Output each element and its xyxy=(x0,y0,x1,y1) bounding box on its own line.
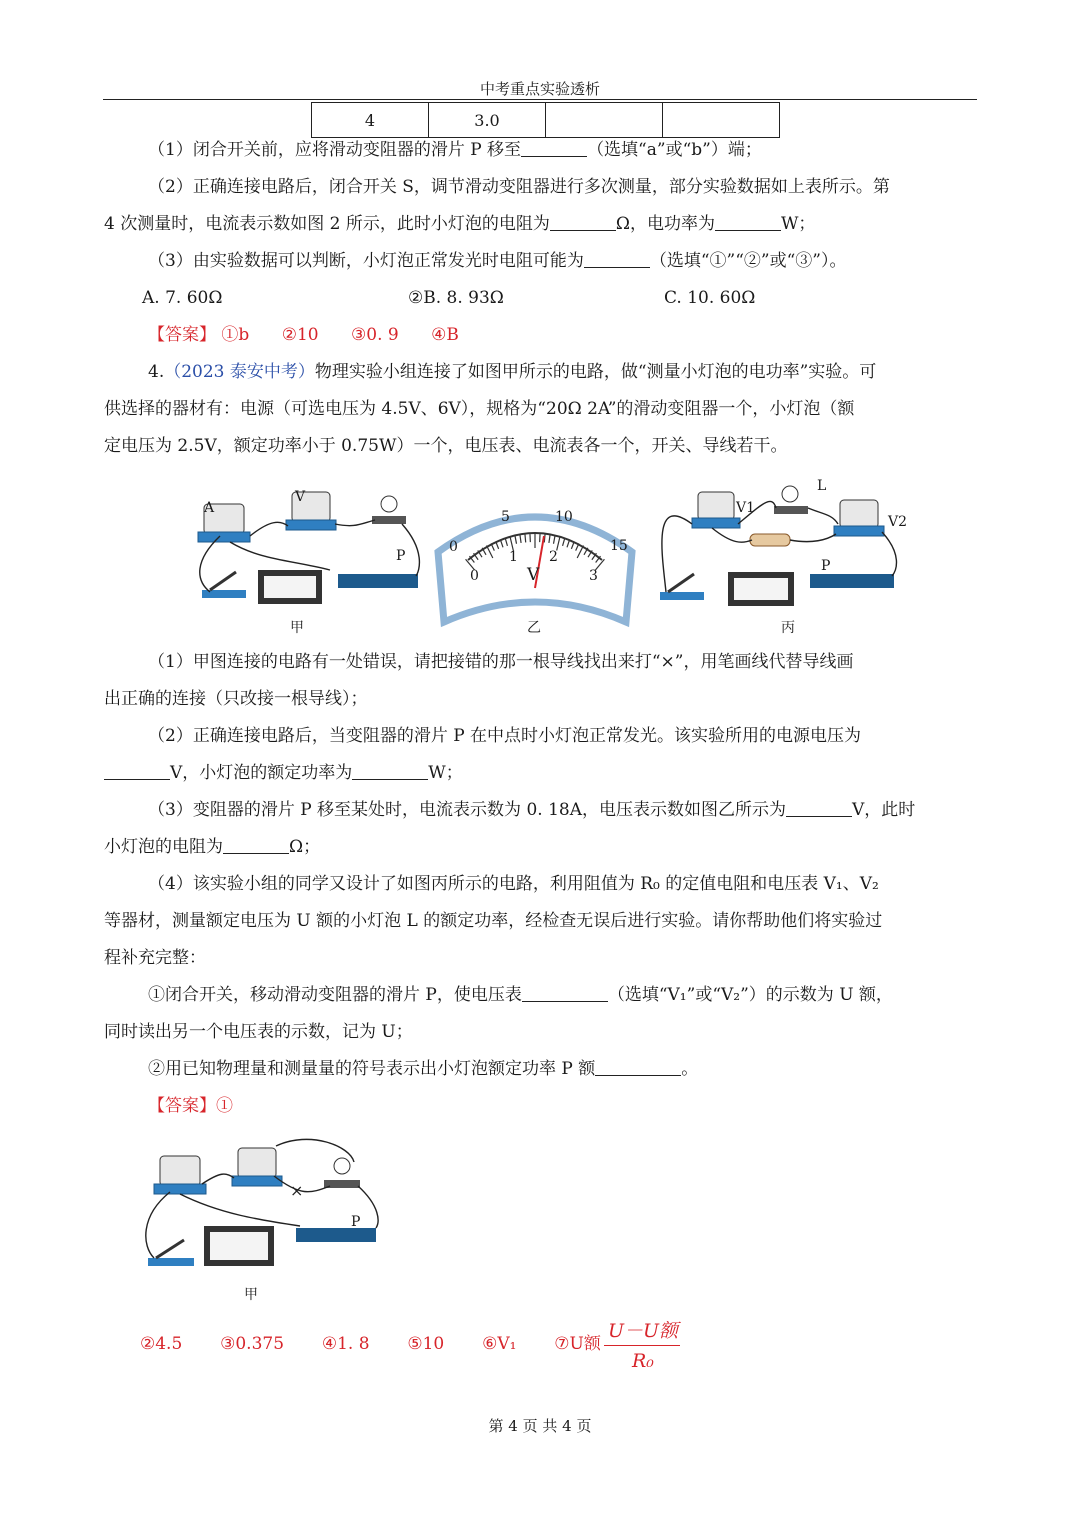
q4-sub4-line2: 等器材，测量额定电压为 U 额的小灯泡 L 的额定功率，经检查无误后进行实验。请你帮助他们将实验过 xyxy=(104,911,883,931)
fig-bing-label-p: P xyxy=(821,558,831,574)
option-a: A. 7. 60Ω xyxy=(142,288,223,308)
q3-part1-text-end: （选填“a”或“b”）端； xyxy=(587,140,762,160)
dial-top-label: 0 xyxy=(449,539,458,555)
q4-sub3-line2 xyxy=(104,837,320,857)
table-cell: 3.0 xyxy=(429,103,546,138)
q3-part3-text-end: （选填“①”“②”或“③”）。 xyxy=(649,251,847,271)
answer-blank xyxy=(352,764,428,780)
page-footer: 第 4 页 共 4 页 xyxy=(488,1417,592,1435)
q4-sub4-step1-text-end: （选填“V₁”或“V₂”）的示数为 U 额， xyxy=(607,985,893,1005)
dial-bottom-label: 0 xyxy=(470,568,479,584)
q4-sub1-line1: （1）甲图连接的电路有一处错误，请把接错的那一根导线找出来打“×”，用笔画线代替导线画 xyxy=(148,652,854,672)
q4-sub3-text-end: Ω； xyxy=(289,837,321,857)
answer-item: ① xyxy=(216,1096,233,1116)
q4-sub3-text-cont: 小灯泡的电阻为 xyxy=(104,837,223,857)
dial-unit-label: V xyxy=(527,565,540,585)
q4-sub2-text-end: W； xyxy=(428,763,463,783)
q4-sub2-text: V，小灯泡的额定功率为 xyxy=(170,763,353,783)
figure-yi-voltmeter-dial xyxy=(430,492,640,628)
fig-bing-label-v2: V2 xyxy=(888,514,908,530)
q4-sub4-step1-cont: 同时读出另一个电压表的示数，记为 U； xyxy=(104,1022,413,1042)
answer-blank xyxy=(104,764,170,780)
answer-blank xyxy=(521,141,587,157)
q4-intro-line3: 定电压为 2.5V，额定功率小于 0.75W）一个，电压表、电流表各一个，开关、导线若干。 xyxy=(104,436,788,456)
q4-sub2-line1: （2）正确连接电路后，当变阻器的滑片 P 在中点时小灯泡正常发光。该实验所用的电源电压为 xyxy=(148,726,862,746)
answer-item: ⑦U额 xyxy=(554,1334,601,1354)
q3-part2-text-mid: Ω，电功率为 xyxy=(615,214,715,234)
q3-part2-text: 4 次测量时，电流表示数如图 2 所示，此时小灯泡的电阻为 xyxy=(104,214,550,234)
q4-sub4-step2 xyxy=(148,1059,698,1079)
q4-sub3-line1 xyxy=(148,800,915,820)
answer-label: 【答案】 xyxy=(148,1096,216,1116)
answer-item: ①b xyxy=(221,325,250,345)
q4-sub3-text: （3）变阻器的滑片 P 移至某处时，电流表示数为 0. 18A，电压表示数如图乙所示为 xyxy=(148,800,786,820)
answer-item: ③0. 9 xyxy=(351,325,399,345)
answer-figure-corrected-circuit xyxy=(140,1136,386,1286)
dial-top-label: 10 xyxy=(555,509,573,525)
table-cell xyxy=(546,103,663,138)
q3-part2-line1: （2）正确连接电路后，闭合开关 S，调节滑动变阻器进行多次测量，部分实验数据如上表所示。第 xyxy=(148,177,890,197)
answer-blank xyxy=(715,215,781,231)
fig-bing-label-v1: V1 xyxy=(736,500,756,516)
fig-jia-label-a: A xyxy=(204,500,215,516)
header-rule xyxy=(103,99,977,100)
data-table xyxy=(311,102,780,138)
answer-blank xyxy=(223,838,289,854)
q4-intro-text: 物理实验小组连接了如图甲所示的电路，做“测量小灯泡的电功率”实验。可 xyxy=(314,362,877,382)
q4-sub2-line2 xyxy=(104,763,463,783)
dial-bottom-label: 3 xyxy=(589,568,598,584)
dial-bottom-label: 2 xyxy=(549,549,558,565)
table-cell xyxy=(663,103,780,138)
answer-item: ④B xyxy=(431,325,459,345)
answer-blank xyxy=(584,252,650,268)
q4-answer-items xyxy=(140,1334,601,1354)
fig-bing-label-l: L xyxy=(817,478,827,494)
fig-yi-caption: 乙 xyxy=(527,620,541,636)
dial-top-label: 15 xyxy=(610,538,628,554)
q3-part3-text: （3）由实验数据可以判断，小灯泡正常发光时电阻可能为 xyxy=(148,251,584,271)
fraction-denominator: R₀ xyxy=(632,1350,654,1372)
q4-sub4-step2-text: ②用已知物理量和测量量的符号表示出小灯泡额定功率 P 额 xyxy=(148,1059,596,1079)
q4-intro-line1 xyxy=(148,362,876,382)
option-c: C. 10. 60Ω xyxy=(664,288,756,308)
q4-sub4-line3: 程补充完整： xyxy=(104,948,206,968)
question-number: 4. xyxy=(148,362,165,382)
dial-bottom-label: 1 xyxy=(509,549,518,565)
q4-sub4-step2-text-end: 。 xyxy=(681,1059,699,1079)
q3-answer xyxy=(148,325,459,345)
fig-jia-caption: 甲 xyxy=(290,620,304,636)
figure-jia-circuit xyxy=(190,480,430,610)
fraction-numerator: U－U额 xyxy=(608,1320,679,1342)
svg-text:×: × xyxy=(290,1181,304,1200)
page-header-title: 中考重点实验透析 xyxy=(479,80,600,98)
answer-item: ④1. 8 xyxy=(321,1334,370,1354)
figure-bing-circuit xyxy=(652,474,902,614)
answer-item: ②4.5 xyxy=(140,1334,183,1354)
q3-part1-text: （1）闭合开关前，应将滑动变阻器的滑片 P 移至 xyxy=(148,140,522,160)
dial-tick xyxy=(525,534,526,542)
fig-bing-caption: 丙 xyxy=(781,620,795,636)
q3-part3 xyxy=(148,251,846,271)
q4-sub4-line1: （4）该实验小组的同学又设计了如图丙所示的电路，利用阻值为 R₀ 的定值电阻和电压表 V₁、V₂ xyxy=(148,874,879,894)
q4-sub4-step1-text: ①闭合开关，移动滑动变阻器的滑片 P，使电压表 xyxy=(148,985,522,1005)
answer-item: ⑤10 xyxy=(407,1334,445,1354)
q4-sub3-text-mid: V，此时 xyxy=(852,800,916,820)
q3-part2-text-end: W； xyxy=(780,214,816,234)
fig-jia-label-p: P xyxy=(396,548,406,564)
fig-jia-label-v: V xyxy=(295,489,306,505)
answer-blank xyxy=(522,986,608,1002)
q3-part1 xyxy=(148,140,762,160)
answer-blank xyxy=(550,215,616,231)
answer-blank xyxy=(595,1060,681,1076)
answer-label: 【答案】 xyxy=(148,325,216,345)
option-b: ②B. 8. 93Ω xyxy=(408,288,504,308)
q3-part2-line2 xyxy=(104,214,815,234)
answer-fig-caption: 甲 xyxy=(244,1287,258,1303)
answer-item: ③0.375 xyxy=(220,1334,285,1354)
table-cell: 4 xyxy=(312,103,429,138)
question-source: （2023 泰安中考） xyxy=(164,362,315,382)
table-row xyxy=(312,103,780,138)
q4-sub1-line2: 出正确的连接（只改接一根导线）； xyxy=(104,689,368,709)
answer-item: ②10 xyxy=(281,325,319,345)
dial-top-label: 5 xyxy=(501,509,510,525)
answer-blank xyxy=(786,801,852,817)
fraction-bar xyxy=(604,1345,680,1346)
answer-item: ⑥V₁ xyxy=(482,1334,517,1354)
q4-answer-heading xyxy=(148,1096,233,1116)
answer-fig-label-p: P xyxy=(351,1214,361,1230)
q4-intro-line2: 供选择的器材有：电源（可选电压为 4.5V、6V），规格为“20Ω 2A”的滑动变阻器一个，小灯泡（额 xyxy=(104,399,855,419)
q4-sub4-step1 xyxy=(148,985,893,1005)
